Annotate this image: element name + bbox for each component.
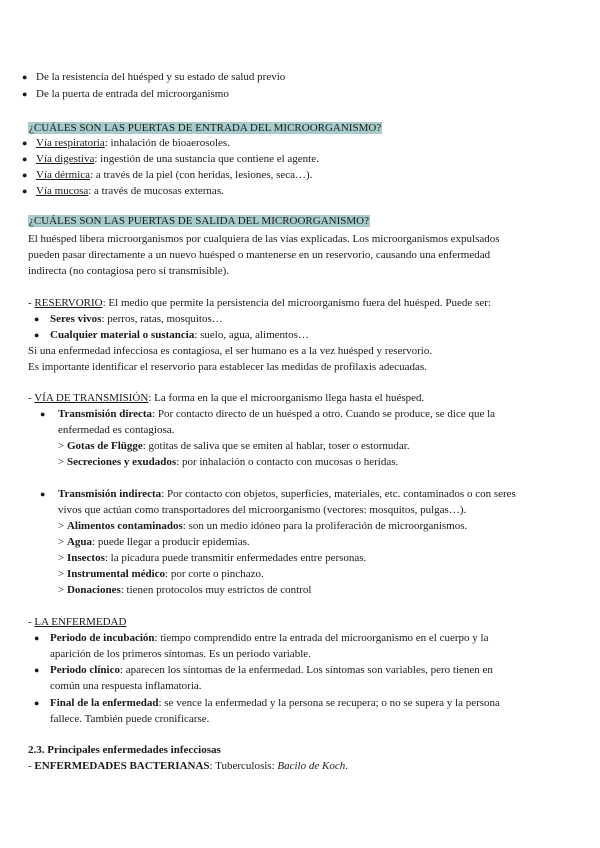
- bullet-dot: ●: [40, 409, 46, 419]
- enfermedad-item: Periodo clínico: aparecen los síntomas de la enfermedad. Los síntomas son variables, pero tienen en: [50, 664, 493, 676]
- section-title: 2.3. Principales enfermedades infecciosas: [28, 744, 221, 756]
- bullet-dot: ●: [34, 314, 40, 324]
- bullet-dot: ●: [40, 489, 46, 499]
- reservorio-note: Si una enfermedad infecciosa es contagiosa, el ser humano es a la vez huésped y reservorio.: [28, 345, 433, 357]
- directa-sub: > Secreciones y exudados: por inhalación o contacto con mucosas o heridas.: [58, 456, 399, 468]
- indirecta-sub: > Alimentos contaminados: son un medio idóneo para la proliferación de microorganismos.: [58, 520, 468, 532]
- intro-bullet: De la puerta de entrada del microorganismo: [36, 88, 229, 100]
- bullet-dot: ●: [22, 138, 28, 148]
- enfermedad-item: Final de la enfermedad: se vence la enfermedad y la persona se recupera; o no se supera y la persona: [50, 697, 500, 709]
- intro-bullet: De la resistencia del huésped y su estado de salud previo: [36, 71, 286, 83]
- enfermedad-item: Periodo de incubación: tiempo comprendido entre la entrada del microorganismo en el cuerpo y la: [50, 632, 489, 644]
- enfermedad-item-cont: fallece. También puede cronificarse.: [50, 713, 210, 725]
- bullet-dot: ●: [22, 72, 28, 82]
- exit-text: El huésped libera microorganismos por cualquiera de las vías explicadas. Los microorganismos expulsados: [28, 233, 500, 245]
- entry-item: Vía digestiva: ingestión de una sustancia que contiene el agente.: [36, 153, 319, 165]
- indirecta-sub: > Donaciones: tienen protocolos muy estrictos de control: [58, 584, 312, 596]
- enfermedad-item-cont: común una respuesta inflamatoria.: [50, 680, 202, 692]
- entry-item: Vía dérmica: a través de la piel (con heridas, lesiones, seca…).: [36, 169, 313, 181]
- reservorio-line: - RESERVORIO: El medio que permite la persistencia del microorganismo fuera del huésped. Puede ser:: [28, 297, 491, 309]
- enfermedad-line: - LA ENFERMEDAD: [28, 616, 127, 628]
- enfermedad-item-cont: aparición de los primeros síntomas. Es un periodo variable.: [50, 648, 311, 660]
- directa-sub: > Gotas de Flügge: gotitas de saliva que se emiten al hablar, toser o estornudar.: [58, 440, 410, 452]
- bullet-dot: ●: [34, 330, 40, 340]
- indirecta-sub: > Agua: puede llegar a producir epidemias.: [58, 536, 250, 548]
- bullet-dot: ●: [34, 633, 40, 643]
- transmision-directa-cont: enfermedad es contagiosa.: [58, 424, 175, 436]
- bacterianas-line: - ENFERMEDADES BACTERIANAS: Tuberculosis: Bacilo de Koch.: [28, 760, 348, 772]
- indirecta-sub: > Instrumental médico: por corte o pinchazo.: [58, 568, 264, 580]
- bullet-dot: ●: [22, 89, 28, 99]
- entry-item: Vía respiratoria: inhalación de bioaerosoles.: [36, 137, 230, 149]
- reservorio-item: Seres vivos: perros, ratas, mosquitos…: [50, 313, 223, 325]
- transmision-indirecta: Transmisión indirecta: Por contacto con objetos, superficies, materiales, etc. contaminados o con seres: [58, 488, 516, 500]
- transmision-indirecta-cont: vivos que actúan como transportadores del microorganismo (vectores: mosquitos, pulgas…).: [58, 504, 467, 516]
- bullet-dot: ●: [22, 186, 28, 196]
- reservorio-item: Cualquier material o sustancia: suelo, agua, alimentos…: [50, 329, 309, 341]
- indirecta-sub: > Insectos: la picadura puede transmitir enfermedades entre personas.: [58, 552, 367, 564]
- bullet-dot: ●: [34, 698, 40, 708]
- bullet-dot: ●: [22, 154, 28, 164]
- entry-heading: ¿CUÁLES SON LAS PUERTAS DE ENTRADA DEL MICROORGANISMO?: [29, 122, 382, 134]
- bullet-dot: ●: [22, 170, 28, 180]
- reservorio-note: Es importante identificar el reservorio para establecer las medidas de profilaxis adecuadas.: [28, 361, 427, 373]
- entry-item: Vía mucosa: a través de mucosas externas.: [36, 185, 224, 197]
- exit-text: pueden pasar directamente a un nuevo huésped o mantenerse en un reservorio, causando una enfermedad: [28, 249, 491, 261]
- exit-heading: ¿CUÁLES SON LAS PUERTAS DE SALIDA DEL MICROORGANISMO?: [29, 215, 369, 227]
- transmision-directa: Transmisión directa: Por contacto directo de un huésped a otro. Cuando se produce, se dice que la: [58, 408, 496, 420]
- bullet-dot: ●: [34, 665, 40, 675]
- exit-text: indirecta (no contagiosa pero sí transmisible).: [28, 265, 229, 277]
- transmision-line: - VÍA DE TRANSMISIÓN: La forma en la que el microorganismo llega hasta el huésped.: [28, 392, 425, 404]
